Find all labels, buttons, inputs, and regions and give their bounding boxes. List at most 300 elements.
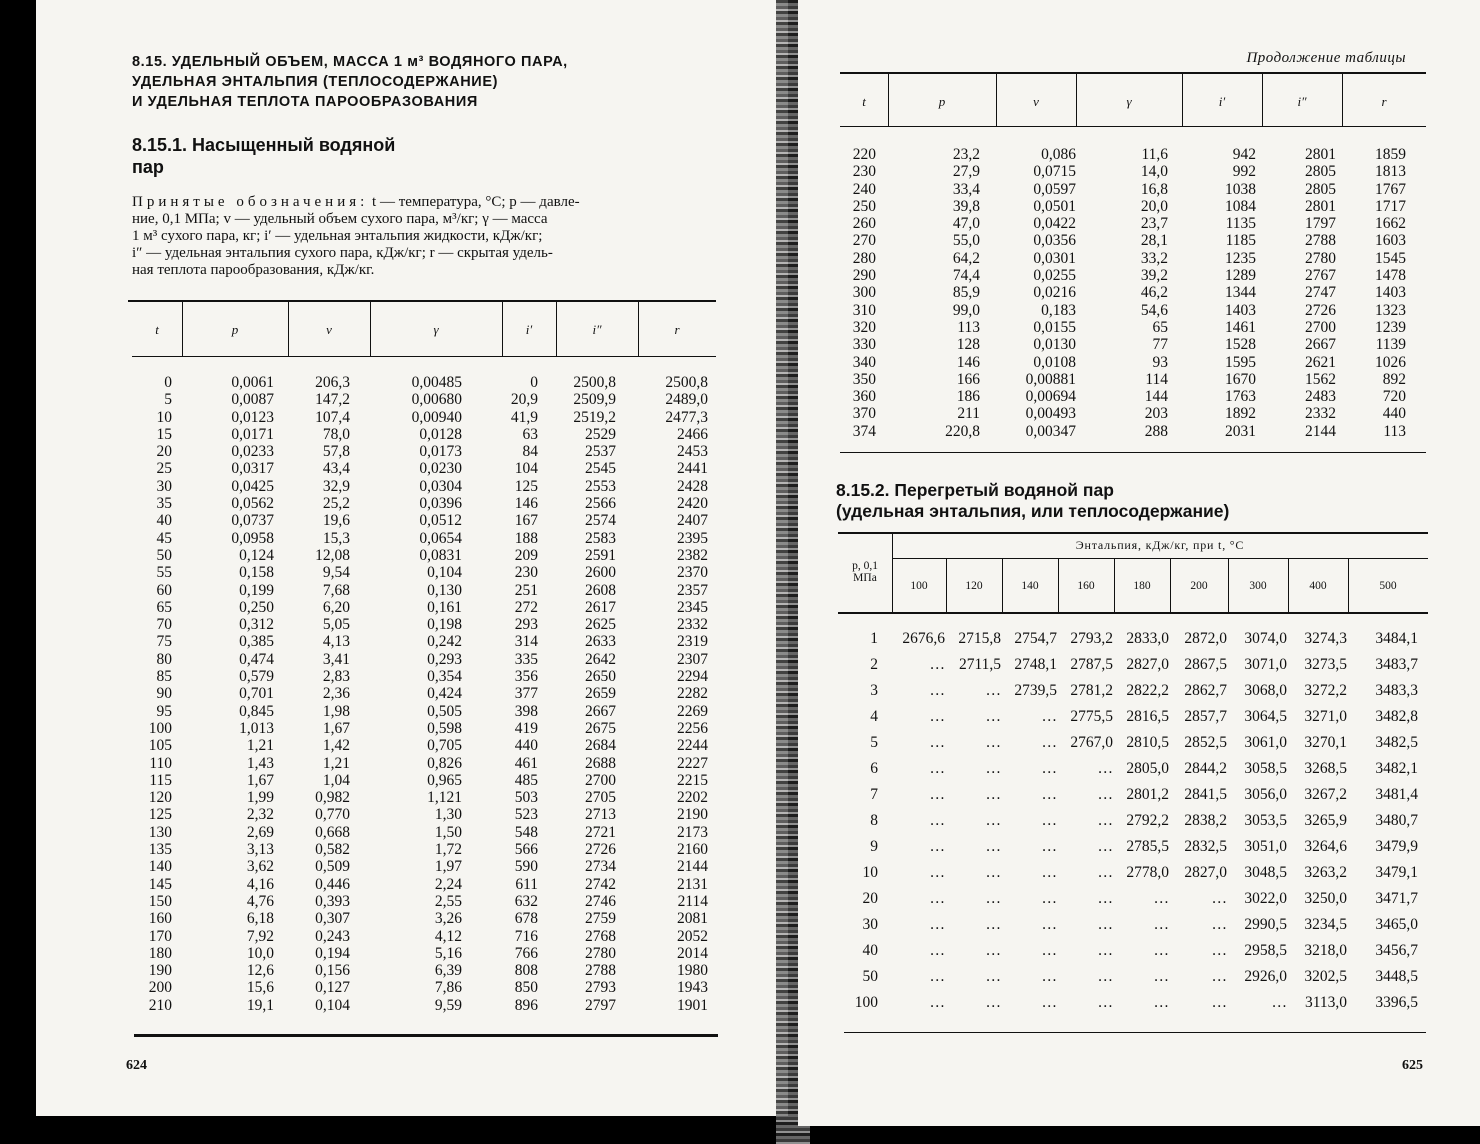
table-cell: 0,0130 (1033, 336, 1076, 354)
table-cell: 150 (148, 892, 172, 910)
temperature-header: 300 (1249, 580, 1267, 592)
table-cell: 15 (156, 425, 172, 443)
table-cell: 0,00485 (411, 374, 462, 391)
table-cell: 2667 (585, 702, 616, 720)
temperature-header: 200 (1190, 580, 1208, 592)
table-cell: 35 (156, 495, 172, 513)
table-cell: … (985, 942, 1001, 959)
table-cell: 2767,0 (1070, 734, 1113, 751)
table-cell: 74,4 (952, 267, 980, 285)
table-cell: 3250,0 (1304, 890, 1347, 907)
table-cell: 360 (852, 388, 876, 406)
table-cell: 220 (852, 146, 876, 163)
table-cell: 230 (852, 163, 876, 181)
table-cell: 220,8 (945, 422, 980, 440)
table-cell: 1084 (1225, 197, 1256, 215)
table-cell: 0,0230 (419, 460, 462, 478)
pressure-header-line: p, 0,1 (852, 560, 878, 572)
table-cell: 2529 (585, 425, 616, 443)
table-cell: … (1041, 864, 1057, 881)
table-cell: 50 (156, 546, 172, 564)
table-row (840, 284, 1406, 301)
table-cell: 2256 (677, 719, 708, 737)
table-cell: 2395 (677, 529, 708, 547)
table-cell: 0,00347 (1025, 422, 1076, 440)
table-cell: 1980 (677, 962, 708, 980)
table-cell: … (985, 760, 1001, 777)
table-cell: 2031 (1225, 422, 1256, 440)
table-cell: 2805,0 (1126, 760, 1169, 777)
table-cell: 0,0958 (231, 529, 274, 547)
table-cell: 2822,2 (1126, 682, 1169, 699)
table-row (840, 267, 1406, 284)
table-cell: 2841,5 (1184, 786, 1227, 803)
table-cell: 120 (148, 789, 172, 807)
table-row (132, 997, 708, 1014)
table-cell: 93 (1152, 353, 1168, 371)
table-cell: 3456,7 (1375, 942, 1418, 959)
table-cell: 485 (514, 771, 538, 789)
table-cell: 720 (1382, 388, 1406, 406)
table-row (840, 354, 1406, 371)
table-header-rule (838, 612, 1428, 614)
table-cell: 209 (514, 546, 538, 564)
table-cell: 2608 (585, 581, 616, 599)
table-cell: 1135 (1225, 215, 1256, 233)
table-cell: … (1211, 916, 1227, 933)
table-cell: 2801 (1305, 197, 1336, 215)
table-cell: 0,198 (427, 616, 462, 634)
table-row (132, 910, 708, 927)
table-cell: 0,446 (315, 875, 350, 893)
table-cell: 2307 (677, 650, 708, 668)
table-cell: … (985, 734, 1001, 751)
table-row (132, 374, 708, 391)
table-cell: 39,2 (1140, 267, 1168, 285)
saturated-steam-table (132, 374, 708, 1014)
table-cell: 0,199 (239, 581, 274, 599)
table-cell: 54,6 (1140, 301, 1168, 319)
table-cell: 2778,0 (1126, 864, 1169, 881)
table-cell: 3022,0 (1244, 890, 1287, 907)
table-cell: 1813 (1375, 163, 1406, 181)
table-cell: … (929, 994, 945, 1011)
column-header: t (862, 94, 866, 109)
table-cell: 2332 (1305, 405, 1336, 423)
column-header: i′ (1218, 94, 1226, 109)
table-row (132, 547, 708, 564)
table-cell: 3218,0 (1304, 942, 1347, 959)
table-cell: 0,293 (427, 650, 462, 668)
table-row (840, 163, 1406, 180)
table-cell: 113 (957, 318, 980, 336)
table-row (132, 772, 708, 789)
table-cell: … (985, 838, 1001, 855)
table-cell: 1767 (1375, 180, 1406, 198)
table-cell: 3068,0 (1244, 682, 1287, 699)
table-cell: 100 (854, 994, 878, 1011)
table-cell: … (1211, 994, 1227, 1011)
table-cell: 2816,5 (1126, 708, 1169, 725)
table-row (132, 824, 708, 841)
table-cell: 33,2 (1140, 249, 1168, 267)
table-cell: 0,0562 (231, 495, 274, 513)
table-cell: 3061,0 (1244, 734, 1287, 751)
table-cell: 2788 (585, 962, 616, 980)
table-cell: 188 (514, 529, 538, 547)
table-cell: 2801,2 (1126, 786, 1169, 803)
table-cell: 2583 (585, 529, 616, 547)
table-cell: 398 (514, 702, 538, 720)
table-cell: 210 (148, 996, 172, 1014)
table-cell: 3234,5 (1304, 916, 1347, 933)
table-cell: 77 (1152, 336, 1168, 354)
table-cell: 896 (514, 996, 538, 1014)
table-cell: 2332 (677, 616, 708, 634)
table-cell: 2625 (585, 616, 616, 634)
table-cell: 2489,0 (665, 391, 708, 409)
table-cell: 0,0831 (419, 546, 462, 564)
table-cell: 2684 (585, 737, 616, 755)
table-row (132, 426, 708, 443)
table-cell: 3448,5 (1375, 968, 1418, 985)
table-cell: 146 (514, 495, 538, 513)
table-row (132, 720, 708, 737)
table-cell: 20,9 (510, 391, 538, 409)
table-cell: 0,0654 (419, 529, 462, 547)
table-cell: 280 (852, 249, 876, 267)
table-cell: 1,21 (322, 754, 350, 772)
table-cell: 0,0255 (1033, 267, 1076, 285)
table-row (838, 886, 1418, 912)
table-cell: 632 (514, 892, 538, 910)
table-cell: 0,00881 (1025, 370, 1076, 388)
pressure-header-line: МПа (853, 572, 877, 584)
table-cell: 0,312 (239, 616, 274, 634)
table-cell: 2144 (677, 858, 708, 876)
table-cell: 47,0 (952, 215, 980, 233)
table-cell: 2014 (677, 944, 708, 962)
table-cell: … (1097, 968, 1113, 985)
table-cell: 2780 (585, 944, 616, 962)
subsection-title-line: пар (132, 157, 164, 177)
table-cell: 0,705 (427, 737, 462, 755)
table-cell: … (929, 838, 945, 855)
table-cell: … (929, 760, 945, 777)
table-cell: 3113,0 (1304, 994, 1347, 1011)
table-cell: 2788 (1305, 232, 1336, 250)
table-row (132, 789, 708, 806)
table-cell: 4,76 (246, 892, 274, 910)
table-cell: 2500,8 (573, 374, 616, 391)
table-cell: 374 (852, 422, 876, 440)
table-cell: 2748,1 (1014, 656, 1057, 673)
table-cell: 2545 (585, 460, 616, 478)
table-cell: 46,2 (1140, 284, 1168, 302)
table-row (840, 198, 1406, 215)
table-cell: 230 (514, 564, 538, 582)
column-header: t (155, 322, 159, 337)
table-cell: 3202,5 (1304, 968, 1347, 985)
table-cell: 211 (957, 405, 980, 423)
table-cell: 65 (1152, 318, 1168, 336)
table-cell: 2483 (1305, 388, 1336, 406)
table-cell: 3271,0 (1304, 708, 1347, 725)
table-cell: 20,0 (1140, 197, 1168, 215)
table-cell: 2617 (585, 598, 616, 616)
table-cell: 370 (852, 405, 876, 423)
table-cell: 290 (852, 267, 876, 285)
column-header: v (326, 322, 332, 337)
table-cell: 63 (522, 425, 538, 443)
table-cell: 0,0301 (1033, 249, 1076, 267)
table-cell: 850 (514, 979, 538, 997)
temperature-header: 160 (1077, 580, 1095, 592)
table-row (838, 912, 1418, 938)
table-row (132, 616, 708, 633)
table-cell: 0,0123 (231, 408, 274, 426)
notation-notes (132, 194, 720, 279)
table-cell: 0,474 (239, 650, 274, 668)
table-cell: 2781,2 (1070, 682, 1113, 699)
table-cell: 3480,7 (1375, 812, 1418, 829)
subsection-title-line: 8.15.2. Перегретый водяной пар (836, 480, 1114, 500)
column-header: r (674, 322, 680, 337)
table-cell: 611 (515, 875, 538, 893)
table-cell: … (929, 864, 945, 881)
table-cell: 40 (156, 512, 172, 530)
table-cell: 3051,0 (1244, 838, 1287, 855)
table-cell: … (1153, 890, 1169, 907)
table-top-rule (840, 72, 1426, 74)
table-cell: 0,158 (239, 564, 274, 582)
table-cell: 3273,5 (1304, 656, 1347, 673)
table-cell: 70 (156, 616, 172, 634)
table-cell: … (1211, 890, 1227, 907)
table-cell: 3268,5 (1304, 760, 1347, 777)
table-row (132, 945, 708, 962)
table-cell: … (1097, 786, 1113, 803)
temperature-header: 100 (910, 580, 928, 592)
table-row (838, 626, 1418, 652)
subsection-title (132, 134, 395, 178)
table-cell: 2926,0 (1244, 968, 1287, 985)
table-cell: 104 (514, 460, 538, 478)
table-cell: 3,62 (246, 858, 274, 876)
table-cell: 190 (148, 962, 172, 980)
table-cell: 16,8 (1140, 180, 1168, 198)
subsection-title (836, 480, 1229, 522)
table-cell: … (985, 890, 1001, 907)
table-row (838, 756, 1418, 782)
table-cell: 85,9 (952, 284, 980, 302)
table-cell: 5 (870, 734, 878, 751)
table-cell: 320 (852, 318, 876, 336)
table-cell: 3272,2 (1304, 682, 1347, 699)
table-cell: 2767 (1305, 267, 1336, 285)
table-cell: 0,965 (427, 771, 462, 789)
page-number: 624 (126, 1058, 147, 1073)
table-row (132, 460, 708, 477)
section-title-line: 8.15. УДЕЛЬНЫЙ ОБЪЕМ, МАССА 1 м³ ВОДЯНОГО ПАРА, (132, 54, 568, 70)
table-cell: 0,00493 (1025, 405, 1076, 423)
table-cell: 167 (514, 512, 538, 530)
table-cell: 0,598 (427, 719, 462, 737)
table-cell: 1,99 (246, 789, 274, 807)
table-cell: 55,0 (952, 232, 980, 250)
table-row (838, 834, 1418, 860)
table-cell: 25,2 (322, 495, 350, 513)
notes-line: 1 м³ сухого пара, кг; i′ — удельная энтальпия жидкости, кДж/кг; (132, 228, 543, 244)
table-cell: 28,1 (1140, 232, 1168, 250)
table-cell: 766 (514, 944, 538, 962)
page-number: 625 (1402, 1058, 1423, 1073)
table-row (840, 215, 1406, 232)
table-cell: 6,39 (434, 962, 462, 980)
table-cell: … (1271, 994, 1287, 1011)
table-cell: 105 (148, 737, 172, 755)
table-cell: 2742 (585, 875, 616, 893)
table-cell: 2537 (585, 443, 616, 461)
table-cell: … (929, 734, 945, 751)
table-cell: 566 (514, 841, 538, 859)
column-header: p (231, 322, 239, 337)
table-row (838, 782, 1418, 808)
table-cell: 0,845 (239, 702, 274, 720)
table-row (132, 530, 708, 547)
table-cell: 100 (148, 719, 172, 737)
table-cell: … (1097, 994, 1113, 1011)
subsection-title-line: (удельная энтальпия, или теплосодержание) (836, 501, 1230, 521)
table-cell: 0,127 (315, 979, 350, 997)
table-cell: 2081 (677, 910, 708, 928)
table-row (840, 232, 1406, 249)
table-row (838, 652, 1418, 678)
table-cell: 4,16 (246, 875, 274, 893)
table-cell: 2958,5 (1244, 942, 1287, 959)
table-cell: 523 (514, 806, 538, 824)
table-cell: 0,243 (315, 927, 350, 945)
table-row (838, 990, 1418, 1016)
table-row (840, 336, 1406, 353)
table-cell: 2420 (677, 495, 708, 513)
table-row (132, 668, 708, 685)
table-cell: 0,0512 (419, 512, 462, 530)
table-cell: 7,86 (434, 979, 462, 997)
table-cell: … (1041, 942, 1057, 959)
table-cell: 2160 (677, 841, 708, 859)
table-bottom-rule (844, 1032, 1426, 1033)
table-cell: 2 (870, 656, 878, 673)
column-header: i″ (1297, 94, 1307, 109)
table-cell: 2787,5 (1070, 656, 1113, 673)
table-cell: 892 (1382, 370, 1406, 388)
table-cell: 2319 (677, 633, 708, 651)
table-cell: 0,242 (427, 633, 462, 651)
table-cell: 4 (870, 708, 878, 725)
table-cell: 2345 (677, 598, 708, 616)
table-cell: 0,183 (1041, 301, 1076, 319)
table-cell: 64,2 (952, 249, 980, 267)
table-row (132, 841, 708, 858)
table-row (132, 391, 708, 408)
table-cell: 2,36 (322, 685, 350, 703)
table-cell: 85 (156, 668, 172, 686)
table-cell: 440 (514, 737, 538, 755)
table-cell: 2734 (585, 858, 616, 876)
table-row (838, 964, 1418, 990)
table-cell: 140 (148, 858, 172, 876)
table-cell: 2785,5 (1126, 838, 1169, 855)
table-cell: 272 (514, 598, 538, 616)
table-cell: 2759 (585, 910, 616, 928)
table-row (132, 876, 708, 893)
table-cell: … (1041, 734, 1057, 751)
table-cell: 180 (148, 944, 172, 962)
pressure-header (838, 560, 892, 584)
table-cell: 3479,9 (1375, 838, 1418, 855)
table-cell: 135 (148, 841, 172, 859)
table-cell: 1478 (1375, 267, 1406, 285)
table-cell: 19,6 (322, 512, 350, 530)
table-cell: 2810,5 (1126, 734, 1169, 751)
table-cell: 55 (156, 564, 172, 582)
table-cell: 1670 (1225, 370, 1256, 388)
table-cell: 39,8 (952, 197, 980, 215)
table-cell: 2713 (585, 806, 616, 824)
table-cell: 27,9 (952, 163, 980, 181)
table-cell: … (1097, 942, 1113, 959)
table-cell: 2,55 (434, 892, 462, 910)
table-cell: 992 (1232, 163, 1256, 181)
table-cell: 3270,1 (1304, 734, 1347, 751)
table-cell: … (929, 786, 945, 803)
table-cell: 5 (164, 391, 172, 409)
table-cell: 0,770 (315, 806, 350, 824)
table-cell: … (929, 708, 945, 725)
table-cell: 0,701 (239, 685, 274, 703)
table-cell: 1,98 (322, 702, 350, 720)
table-cell: 206,3 (315, 374, 350, 391)
table-row (132, 806, 708, 823)
table-cell: 503 (514, 789, 538, 807)
table-cell: 2659 (585, 685, 616, 703)
table-cell: 9 (870, 838, 878, 855)
table-cell: 203 (1144, 405, 1168, 423)
table-cell: 19,1 (246, 996, 274, 1014)
table-cell: … (985, 682, 1001, 699)
table-cell: 2754,7 (1014, 630, 1057, 647)
table-cell: … (1153, 942, 1169, 959)
table-cell: 2775,5 (1070, 708, 1113, 725)
table-row (132, 564, 708, 581)
table-row (838, 678, 1418, 704)
table-cell: 1859 (1375, 146, 1406, 163)
table-cell: 84 (522, 443, 538, 461)
table-cell: 3274,3 (1304, 630, 1347, 647)
table-cell: 0,0737 (231, 512, 274, 530)
table-cell: … (929, 916, 945, 933)
table-cell: 1235 (1225, 249, 1256, 267)
table-cell: 0,982 (315, 789, 350, 807)
table-row (840, 388, 1406, 405)
table-cell: 2872,0 (1184, 630, 1227, 647)
table-cell: 2382 (677, 546, 708, 564)
table-cell: 2801 (1305, 146, 1336, 163)
table-cell: 0,0425 (231, 477, 274, 495)
table-row (838, 938, 1418, 964)
table-cell: 942 (1232, 146, 1256, 163)
